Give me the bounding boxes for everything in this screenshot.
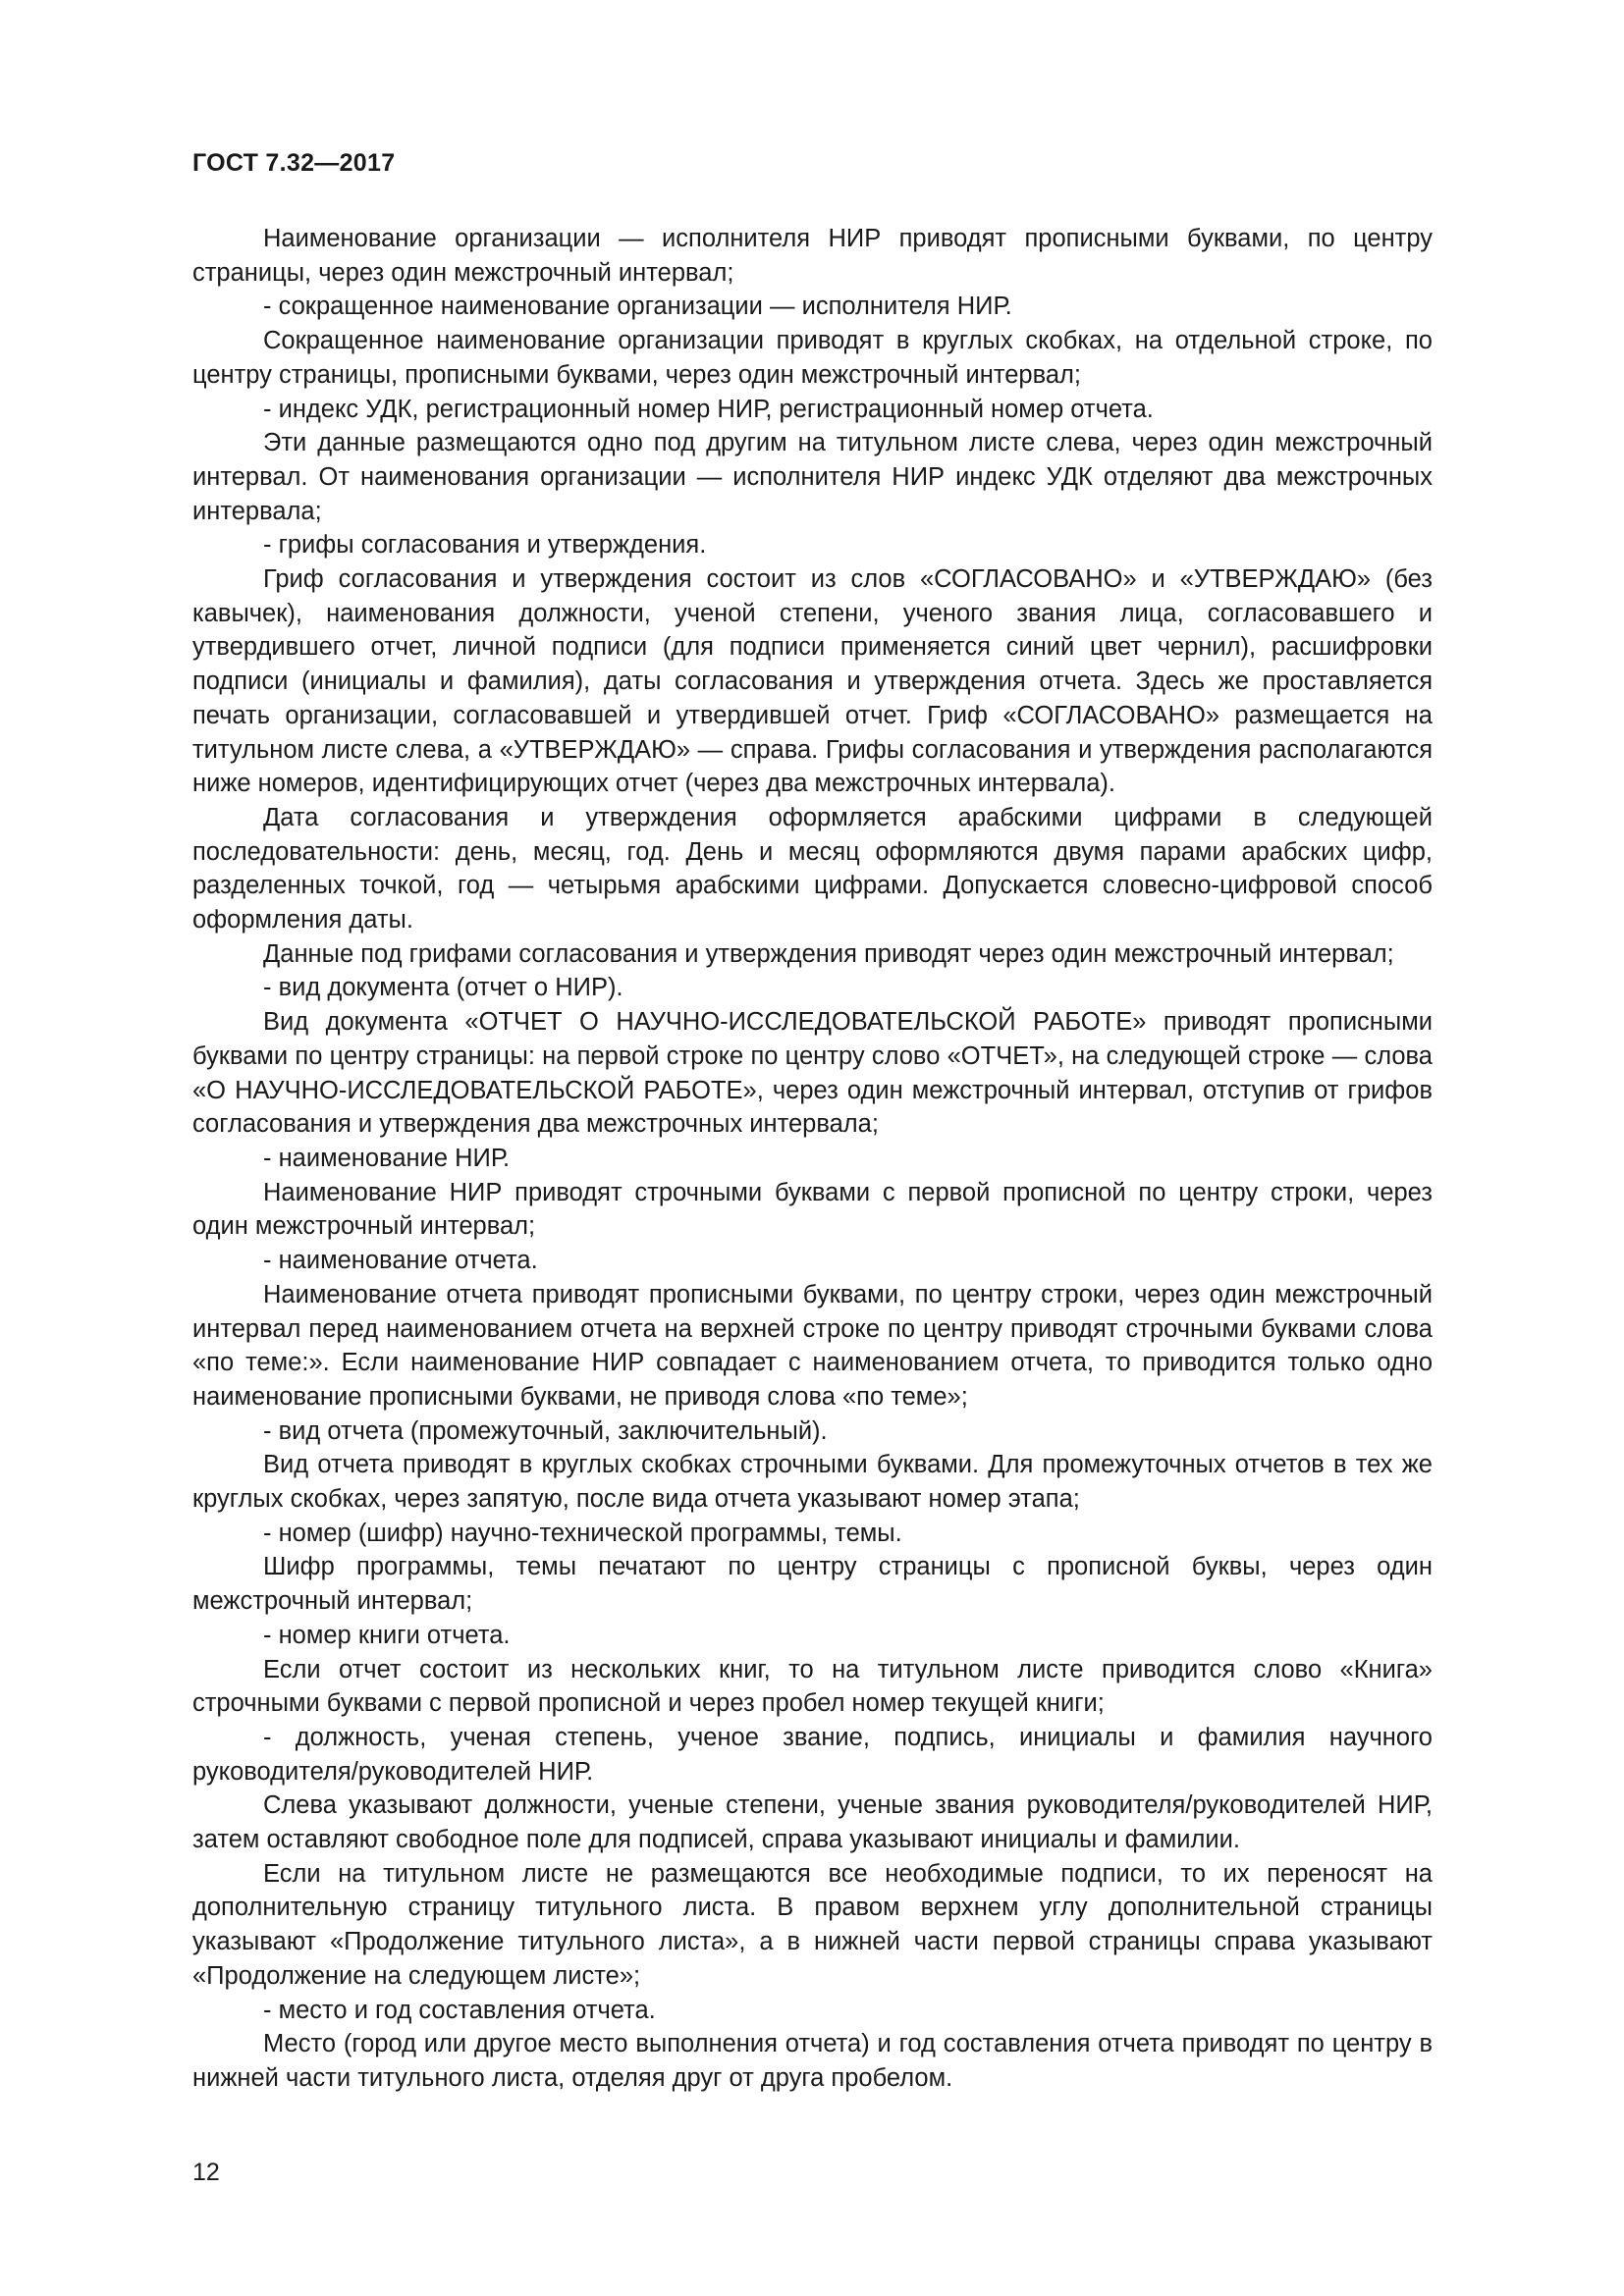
paragraph: Вид документа «ОТЧЕТ О НАУЧНО-ИССЛЕДОВАТЕЛЬСКОЙ РАБОТЕ» приводят прописными буквами по центру страницы: на первой строке по центру слово «ОТЧЕТ», на следующей строке — слова «О НАУЧНО-ИССЛЕДОВАТЕЛЬСКОЙ РАБОТЕ», через один межстрочный интервал, отступив от грифов согласования и утверждения два межстрочных интервала; [192,1008,1433,1139]
page-number: 12 [192,2159,220,2186]
list-item: - номер (шифр) научно-технической программы, темы. [263,1519,902,1547]
list-item: - номер книги отчета. [263,1621,511,1649]
paragraph: Наименование НИР приводят строчными буквами с первой прописной по центру строки, через один межстрочный интервал; [192,1178,1433,1241]
body-text [192,222,1433,2096]
list-item: - место и год составления отчета. [263,1996,656,2024]
paragraph: Наименование отчета приводят прописными буквами, по центру строки, через один межстрочный интервал перед наименованием отчета на верхней строке по центру приводят строчными буквами слова «по теме:». Если наименование НИР совпадает с наименованием отчета, то приводится только одно наименование прописными буквами, не приводя слова «по теме»; [192,1280,1433,1411]
paragraph: Вид отчета приводят в круглых скобках строчными буквами. Для промежуточных отчетов в тех же круглых скобках, через запятую, после вида отчета указывают номер этапа; [192,1451,1433,1514]
list-item: - наименование отчета. [263,1247,538,1275]
list-item: - вид документа (отчет о НИР). [263,974,623,1002]
paragraph: Если на титульном листе не размещаются все необходимые подписи, то их переносят на дополнительную страницу титульного листа. В правом верхнем углу дополнительной страницы указывают «Продолжение титульного листа», а в нижней части первой страницы справа указывают «Продолжение на следующем листе»; [192,1859,1433,1990]
list-item: - сокращенное наименование организации — исполнителя НИР. [263,293,1012,321]
paragraph: Данные под грифами согласования и утверждения приводят через один межстрочный интервал; [263,939,1394,968]
paragraph: Эти данные размещаются одно под другим на титульном листе слева, через один межстрочный интервал. От наименования организации — исполнителя НИР индекс УДК отделяют два межстрочных интервала; [192,429,1433,525]
list-item: - должность, ученая степень, ученое звание, подпись, инициалы и фамилия научного руководителя/руководителей НИР. [192,1723,1433,1786]
list-item: - вид отчета (промежуточный, заключительный). [263,1416,828,1445]
paragraph: Место (город или другое место выполнения отчета) и год составления отчета приводят по центру в нижней части титульного листа, отделяя друг от друга пробелом. [192,2030,1433,2092]
paragraph: Наименование организации — исполнителя НИР приводят прописными буквами, по центру страницы, через один межстрочный интервал; [192,225,1433,287]
paragraph: Шифр программы, темы печатают по центру страницы с прописной буквы, через один межстрочный интервал; [192,1553,1433,1616]
list-item: - индекс УДК, регистрационный номер НИР, регистрационный номер отчета. [263,395,1154,423]
paragraph: Слева указывают должности, ученые степени, ученые звания руководителя/руководителей НИР, затем оставляют свободное поле для подписей, справа указывают инициалы и фамилии. [192,1791,1433,1854]
paragraph: Если отчет состоит из нескольких книг, то на титульном листе приводится слово «Книга» строчными буквами с первой прописной и через пробел номер текущей книги; [192,1655,1433,1718]
paragraph: Гриф согласования и утверждения состоит из слов «СОГЛАСОВАНО» и «УТВЕРЖДАЮ» (без кавычек), наименования должности, ученой степени, ученого звания лица, согласовавшего и утвердившего отчет, личной подписи (для подписи применяется синий цвет чернил), расшифровки подписи (инициалы и фамилия), даты согласования и утверждения отчета. Здесь же проставляется печать организации, согласовавшей и утвердившей отчет. Гриф «СОГЛАСОВАНО» размещается на титульном листе слева, а «УТВЕРЖДАЮ» — справа. Грифы согласования и утверждения располагаются ниже номеров, идентифицирующих отчет (через два межстрочных интервала). [192,565,1433,798]
list-item: - грифы согласования и утверждения. [263,531,707,560]
list-item: - наименование НИР. [263,1144,511,1172]
paragraph: Дата согласования и утверждения оформляется арабскими цифрами в следующей последовательности: день, месяц, год. День и месяц оформляются двумя парами арабских цифр, разделенных точкой, год — четырьмя арабскими цифрами. Допускается словесно-цифровой способ оформления даты. [192,803,1433,934]
document-header: ГОСТ 7.32—2017 [192,149,396,177]
paragraph: Сокращенное наименование организации приводят в круглых скобках, на отдельной строке, по центру страницы, прописными буквами, через один межстрочный интервал; [192,327,1433,389]
